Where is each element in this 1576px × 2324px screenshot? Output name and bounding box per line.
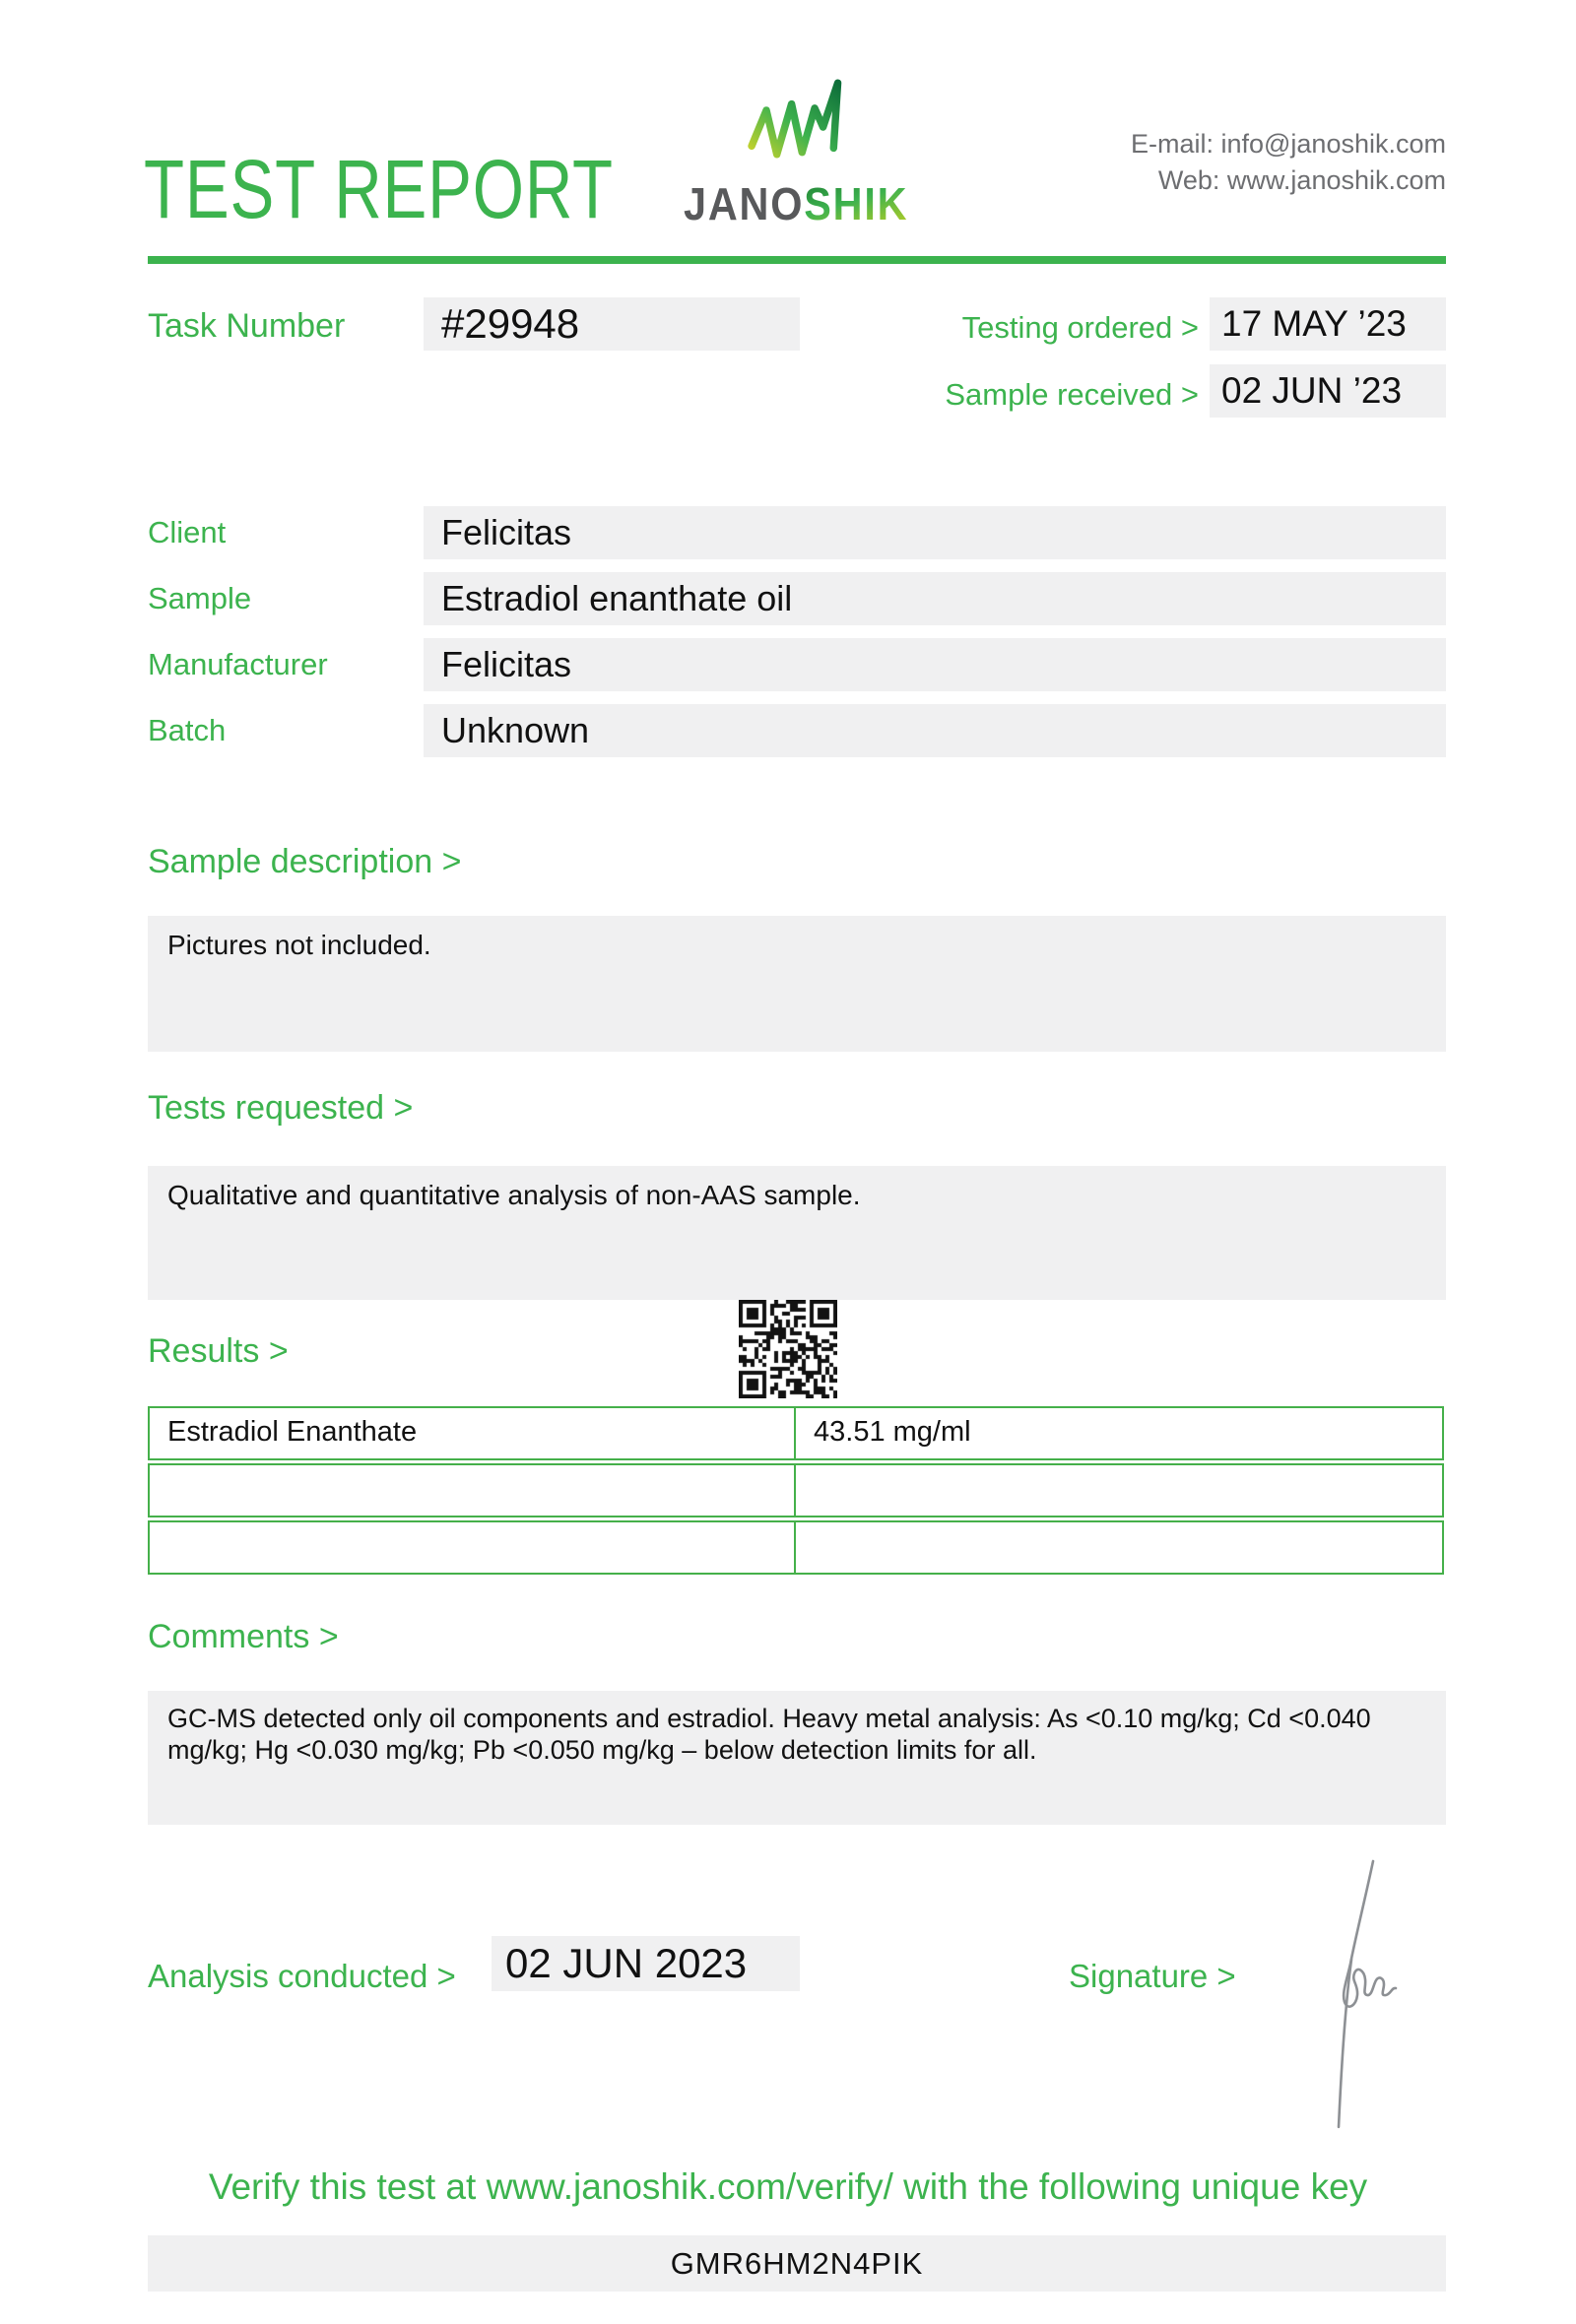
comments-box: GC-MS detected only oil components and estradiol. Heavy metal analysis: As <0.10 mg/kg; Cd <0.040 mg/kg; Hg <0.030 mg/kg; Pb <0.050 mg/kg – below detection limits for all. — [148, 1691, 1446, 1825]
contact-web: Web: www.janoshik.com — [1157, 165, 1446, 195]
testing-ordered-label: Testing ordered > — [961, 310, 1199, 345]
manufacturer-value: Felicitas — [424, 638, 1446, 691]
manufacturer-label: Manufacturer — [148, 647, 328, 681]
results-row — [148, 1520, 1444, 1575]
qr-code — [739, 1300, 837, 1398]
task-number-value: #29948 — [424, 297, 800, 351]
unique-key-value: GMR6HM2N4PIK — [148, 2235, 1446, 2292]
batch-label: Batch — [148, 713, 227, 747]
sample-label: Sample — [148, 581, 252, 615]
signature-image — [1296, 1857, 1400, 2133]
sample-received-value: 02 JUN ’23 — [1210, 364, 1446, 418]
result-value — [796, 1522, 1442, 1573]
tests-requested-heading: Tests requested > — [148, 1089, 414, 1127]
comments-heading: Comments > — [148, 1618, 339, 1655]
task-number-label: Task Number — [148, 307, 346, 345]
results-table — [148, 1406, 1444, 1578]
result-value — [796, 1465, 1442, 1516]
result-value: 43.51 mg/ml — [814, 1416, 971, 1448]
result-analyte: Estradiol Enanthate — [150, 1408, 796, 1458]
tests-requested-box: Qualitative and quantitative analysis of non-AAS sample. — [148, 1166, 1446, 1300]
results-heading: Results > — [148, 1332, 289, 1370]
result-analyte — [150, 1522, 796, 1573]
batch-value: Unknown — [424, 704, 1446, 757]
contact-email: E-mail: info@janoshik.com — [1130, 129, 1446, 159]
page-title: TEST REPORT — [144, 143, 614, 235]
analysis-date-value: 02 JUN 2023 — [492, 1936, 800, 1991]
logo-shik: SHIK — [804, 178, 909, 229]
header-divider — [148, 256, 1446, 264]
sample-received-label: Sample received > — [945, 377, 1199, 412]
signature-label: Signature > — [1069, 1958, 1236, 1994]
results-row — [148, 1406, 1444, 1460]
contact-block — [953, 126, 1446, 199]
verify-instruction: Verify this test at www.janoshik.com/verify/ with the following unique key — [208, 2166, 1368, 2207]
sample-value: Estradiol enanthate oil — [424, 572, 1446, 625]
analysis-conducted-label: Analysis conducted > — [148, 1958, 456, 1994]
results-row — [148, 1463, 1444, 1517]
testing-ordered-value: 17 MAY ’23 — [1210, 297, 1446, 351]
sample-description-box: Pictures not included. — [148, 916, 1446, 1052]
client-value: Felicitas — [424, 506, 1446, 559]
result-analyte — [150, 1465, 796, 1516]
logo-jano: JANO — [684, 178, 805, 229]
logo-chart-icon — [745, 79, 851, 173]
logo-wordmark — [684, 177, 908, 230]
client-label: Client — [148, 515, 227, 549]
sample-description-heading: Sample description > — [148, 843, 462, 880]
